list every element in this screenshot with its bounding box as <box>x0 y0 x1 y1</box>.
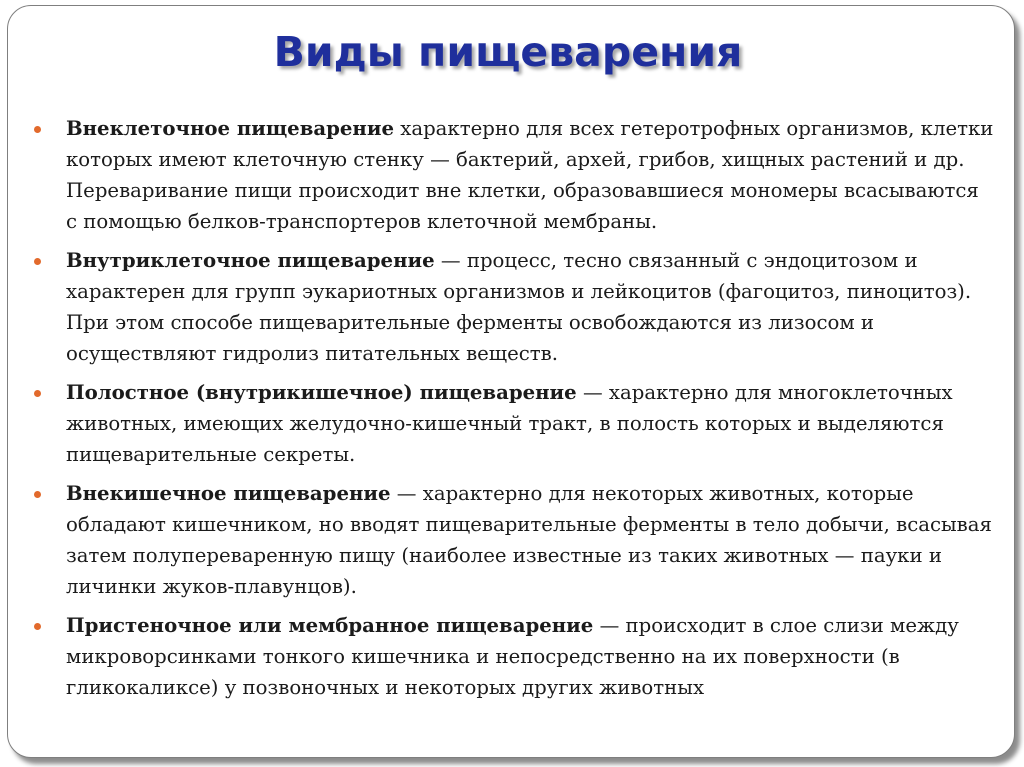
list-item <box>34 377 994 470</box>
bullet-term: Полостное (внутрикишечное) пищеварение <box>66 381 577 404</box>
slide-title: Виды пищеварения <box>273 28 743 76</box>
bullet-icon <box>34 258 41 265</box>
bullet-text: — происходит в слое слизи между микроворсинками тонкого кишечника и непосредственно на их поверхности (в гликокаликсе) у позвоночных и некоторых других животных <box>66 614 959 699</box>
bullet-term: Внекишечное пищеварение <box>66 482 391 505</box>
list-item <box>34 478 994 602</box>
bullet-term: Внеклеточное пищеварение <box>66 117 394 140</box>
list-item <box>34 610 994 703</box>
bullet-icon <box>34 126 41 133</box>
bullet-term: Внутриклеточное пищеварение <box>66 249 435 272</box>
bullet-icon <box>34 491 41 498</box>
list-item <box>34 113 994 237</box>
bullet-text: — характерно для многоклеточных животных, имеющих желудочно-кишечный тракт, в полость которых и выделяются пищеварительные секреты. <box>66 381 953 466</box>
bullet-list <box>34 113 994 711</box>
bullet-text: — процесс, тесно связанный с эндоцитозом и характерен для групп эукариотных организмов и лейкоцитов (фагоцитоз, пиноцитоз). При этом способе пищеварительные ферменты освобождаются из лизосом и осуществляют гидролиз питательных веществ. <box>66 249 972 365</box>
bullet-text: характерно для всех гетеротрофных организмов, клетки которых имеют клеточную стенку — бактерий, архей, грибов, хищных растений и др. Переваривание пищи происходит вне клетки, образовавшиеся мономеры всасываются с помощью белков-транспортеров клеточной мембраны. <box>66 117 994 233</box>
list-item <box>34 245 994 369</box>
slide-frame <box>7 5 1015 758</box>
bullet-icon <box>34 390 41 397</box>
bullet-icon <box>34 623 41 630</box>
bullet-text: — характерно для некоторых животных, которые обладают кишечником, но вводят пищеварительные ферменты в тело добычи, всасывая затем полупереваренную пищу (наиболее известные из таких животных — пауки и личинки жуков-плавунцов). <box>66 482 992 598</box>
bullet-term: Пристеночное или мембранное пищеварение <box>66 614 594 637</box>
